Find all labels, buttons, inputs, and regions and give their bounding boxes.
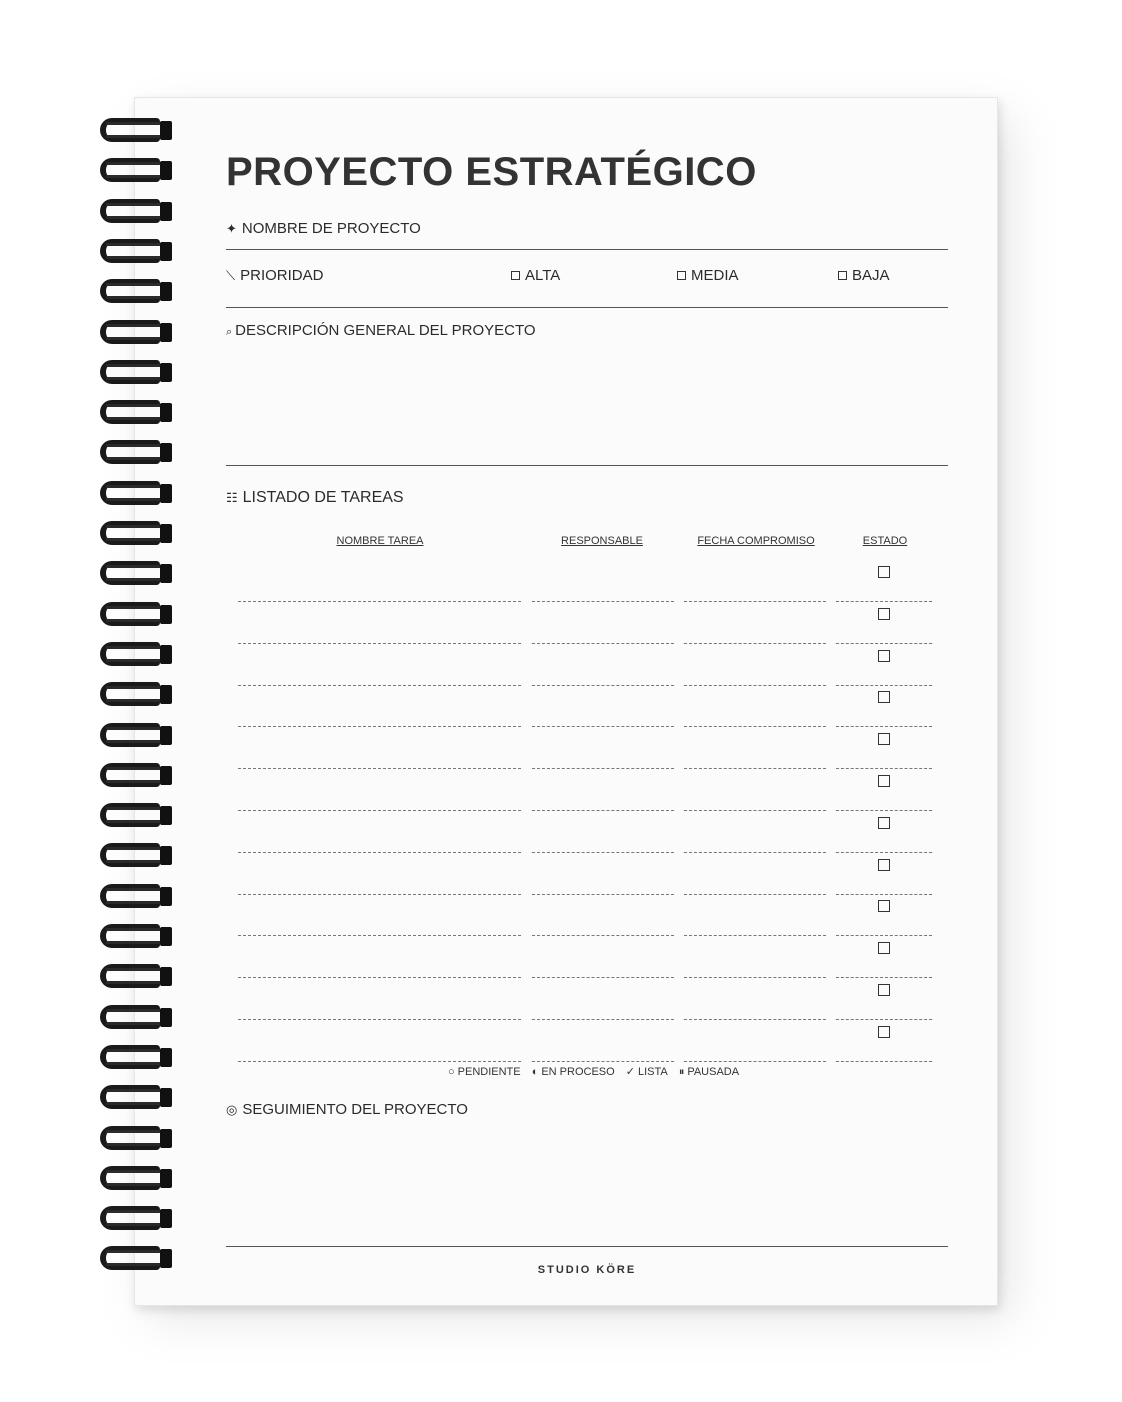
spiral-ring [96,1005,180,1031]
status-checkbox[interactable] [878,942,890,954]
table-row [238,853,938,895]
description-label [226,322,536,339]
priority-option-baja[interactable]: BAJA [838,267,890,284]
table-row [238,685,938,727]
spiral-ring [96,1045,180,1071]
status-checkbox[interactable] [878,984,890,996]
column-header-due-date: FECHA COMPROMISO [697,535,815,547]
spiral-ring [96,279,180,305]
spiral-ring [96,521,180,547]
spiral-ring [96,1166,180,1192]
table-row [238,602,938,644]
status-checkbox[interactable] [878,733,890,745]
table-row [238,560,938,602]
table-row [238,769,938,811]
spiral-ring [96,320,180,346]
target-icon: ◎ [226,1102,238,1117]
spiral-ring [96,803,180,829]
column-header-task-name: NOMBRE TAREA [336,535,424,547]
table-row [238,1020,938,1062]
brand-footer: STUDIO KÖRE [537,1264,637,1276]
check-icon: ✓ [625,1066,635,1078]
spiral-ring [96,199,180,225]
sparkle-icon: ✦ [226,221,237,236]
half-circle-icon: ◐ [531,1066,539,1078]
spiral-ring [96,239,180,265]
spiral-ring [96,964,180,990]
spiral-ring [96,843,180,869]
pen-icon: ⟍ [226,268,236,283]
search-icon: ⌕ [226,326,233,338]
tracking-line [226,1246,948,1247]
table-row [238,936,938,978]
spiral-ring [96,440,180,466]
status-checkbox[interactable] [878,1026,890,1038]
description-text: DESCRIPCIÓN GENERAL DEL PROYECTO [235,322,536,339]
legend-item: ⏸ PAUSADA [678,1066,740,1078]
status-checkbox[interactable] [878,859,890,871]
tracking-label [226,1101,468,1118]
priority-checkbox[interactable] [677,271,686,280]
spiral-ring [96,682,180,708]
spiral-ring [96,602,180,628]
spiral-ring [96,1206,180,1232]
spiral-ring [96,924,180,950]
responsible-field[interactable] [532,1061,674,1062]
status-checkbox[interactable] [878,900,890,912]
spiral-ring [96,1126,180,1152]
column-header-responsible: RESPONSABLE [561,535,643,547]
spiral-ring [96,884,180,910]
list-icon: ☷ [226,490,238,505]
priority-option-media[interactable]: MEDIA [677,267,739,284]
project-name-text: NOMBRE DE PROYECTO [241,220,421,237]
task-name-field[interactable] [238,1061,521,1062]
spiral-ring [96,561,180,587]
priority-checkbox[interactable] [511,271,520,280]
priority-line [226,307,948,308]
spiral-ring [96,400,180,426]
status-legend [448,1065,747,1079]
tasks-text: LISTADO DE TAREAS [242,489,404,506]
table-row [238,644,938,686]
project-name-label [226,220,421,237]
status-checkbox[interactable] [878,691,890,703]
priority-checkbox[interactable] [838,271,847,280]
circle-icon: ○ [448,1066,455,1078]
table-row [238,727,938,769]
column-header-status: ESTADO [862,535,908,547]
priority-option-alta[interactable]: ALTA [511,267,560,284]
table-row [238,978,938,1020]
spiral-ring [96,481,180,507]
spiral-ring [96,360,180,386]
status-checkbox[interactable] [878,775,890,787]
pause-icon: ⏸ [678,1066,685,1078]
status-checkbox[interactable] [878,608,890,620]
table-row [238,894,938,936]
spiral-ring [96,1085,180,1111]
legend-item: ○ PENDIENTE [448,1066,521,1078]
status-checkbox[interactable] [878,817,890,829]
legend-item: ✓ LISTA [625,1066,668,1078]
spiral-ring [96,763,180,789]
spiral-ring [96,723,180,749]
status-field[interactable] [836,1061,932,1062]
tracking-text: SEGUIMIENTO DEL PROYECTO [242,1101,468,1118]
due-date-field[interactable] [684,1061,826,1062]
project-name-line [226,249,948,250]
description-line [226,465,948,466]
page-title: PROYECTO ESTRATÉGICO [226,150,757,194]
spiral-ring [96,158,180,184]
status-checkbox[interactable] [878,650,890,662]
spiral-binding [96,118,180,1278]
status-checkbox[interactable] [878,566,890,578]
priority-text: PRIORIDAD [240,267,324,284]
spiral-ring [96,642,180,668]
tasks-label [226,489,404,507]
priority-label [226,267,323,284]
legend-item: ◐ EN PROCESO [531,1066,615,1078]
spiral-ring [96,118,180,144]
table-row [238,811,938,853]
